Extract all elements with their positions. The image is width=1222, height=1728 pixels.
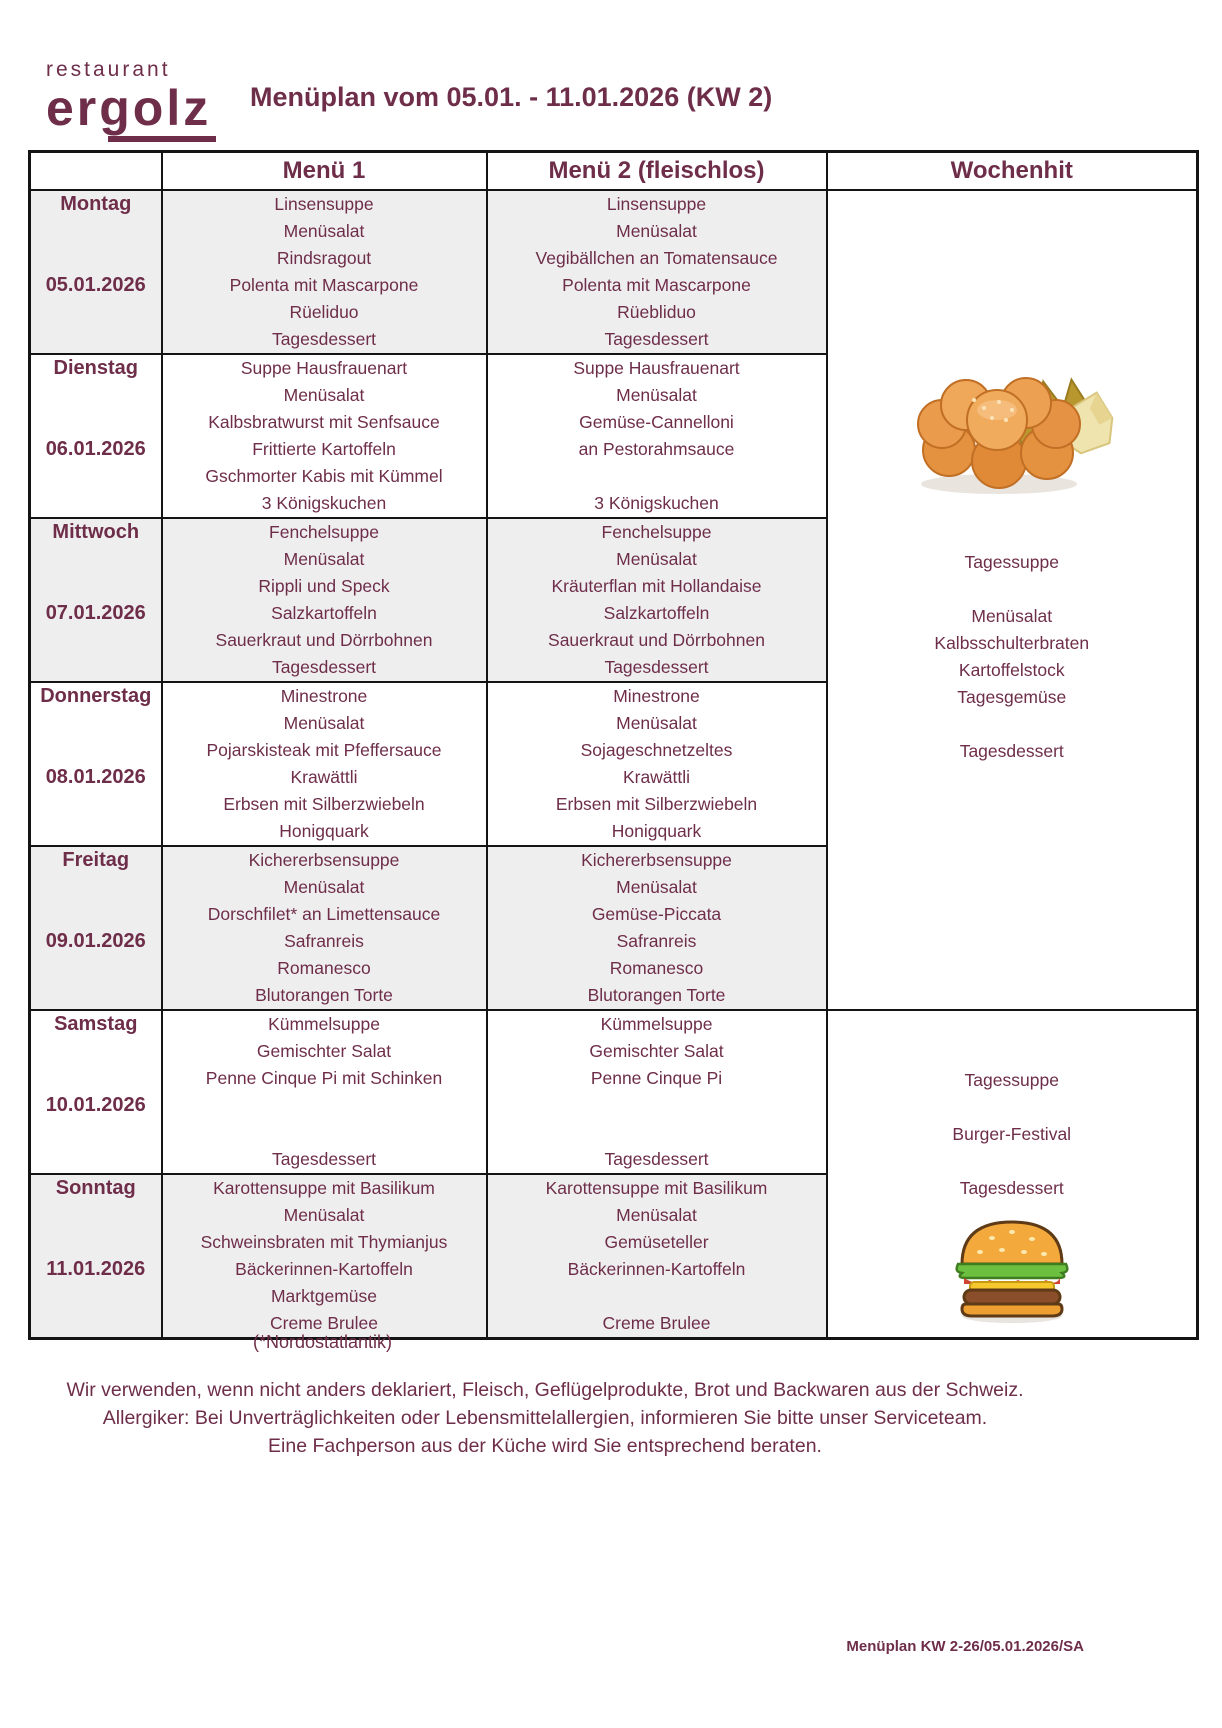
- day-name: Dienstag: [53, 357, 138, 379]
- menu-item: Menüsalat: [283, 713, 365, 733]
- menu-item: Suppe Hausfrauenart: [240, 358, 408, 378]
- menu-item: Marktgemüse: [270, 1286, 377, 1306]
- menu-item: Honigquark: [611, 821, 702, 841]
- menu-item: [488, 1092, 826, 1119]
- menu-item: Kichererbsensuppe: [581, 850, 732, 870]
- day-name: Freitag: [62, 849, 130, 871]
- menu-item: Vegibällchen an Tomatensauce: [535, 248, 778, 268]
- menu2-cell-montag: [487, 190, 827, 354]
- menu-item: Safranreis: [284, 931, 364, 951]
- menu-item: Salzkartoffeln: [603, 603, 710, 623]
- menu-item: Menüsalat: [283, 221, 365, 241]
- menu-item: Sauerkraut und Dörrbohnen: [548, 630, 765, 650]
- menu-item: 3 Königskuchen: [594, 493, 719, 513]
- menu-item: Linsensuppe: [606, 194, 707, 214]
- wochenhit-item: [828, 711, 1197, 738]
- menu-item: Suppe Hausfrauenart: [573, 358, 740, 378]
- wochenhit-item: Kalbsschulterbraten: [934, 633, 1090, 653]
- menu-item: [163, 1092, 486, 1119]
- day-date: 05.01.2026: [45, 274, 146, 296]
- menu-item: Menüsalat: [616, 221, 697, 241]
- menu-item: Rindsragout: [276, 248, 372, 268]
- table-header-row: [30, 152, 1198, 191]
- menu-item: Penne Cinque Pi: [590, 1068, 723, 1088]
- wochenhit-item: Kartoffelstock: [958, 660, 1065, 680]
- menu-item: Gschmorter Kabis mit Kümmel: [205, 466, 443, 486]
- menu2-cell-sonntag: [487, 1174, 827, 1339]
- day-column-header: [30, 152, 162, 191]
- menu-item: Kümmelsuppe: [268, 1014, 380, 1034]
- menu-item: Menüsalat: [283, 877, 365, 897]
- menu-item: Creme Brulee: [270, 1313, 378, 1333]
- day-row-samstag: [30, 1010, 1198, 1174]
- menu-item: Sojageschnetzeltes: [580, 740, 733, 760]
- spacer: [828, 501, 1197, 549]
- menu-item: Polenta mit Mascarpone: [562, 275, 751, 295]
- menu-item: Schweinsbraten mit Thymianjus: [200, 1232, 448, 1252]
- wochenhit-item: [828, 576, 1197, 603]
- day-name: Mittwoch: [52, 521, 140, 543]
- menu-item: Erbsen mit Silberzwiebeln: [223, 794, 425, 814]
- menu1-cell-donnerstag: [162, 682, 487, 846]
- menu-item: Tagesdessert: [604, 1149, 709, 1169]
- menu-item: Sauerkraut und Dörrbohnen: [215, 630, 433, 650]
- wochenhit-item: Burger-Festival: [952, 1124, 1072, 1144]
- menu-item: Kalbsbratwurst mit Senfsauce: [208, 412, 440, 432]
- menu-item: Romanesco: [277, 958, 371, 978]
- menu2-cell-samstag: [487, 1010, 827, 1174]
- menu-item: Frittierte Kartoffeln: [252, 439, 396, 459]
- three-kings-cake-image: [904, 358, 1119, 500]
- menu-item: Menüsalat: [283, 549, 365, 569]
- day-date: 09.01.2026: [45, 930, 146, 952]
- menu-item: Rippli und Speck: [258, 576, 390, 596]
- allergy-disclaimer: [30, 1376, 1060, 1460]
- menu-item: Honigquark: [279, 821, 369, 841]
- menu-item: Rüeliduo: [289, 302, 359, 322]
- day-date: 10.01.2026: [45, 1094, 146, 1116]
- wochenhit-item: [828, 1148, 1197, 1175]
- menu-item: Romanesco: [609, 958, 704, 978]
- menu-item: Gemischter Salat: [589, 1041, 724, 1061]
- menu2-cell-mittwoch: [487, 518, 827, 682]
- menu-item: 3 Königskuchen: [261, 493, 387, 513]
- menu-item: Safranreis: [616, 931, 697, 951]
- day-name: Samstag: [54, 1013, 138, 1035]
- menu2-cell-freitag: [487, 846, 827, 1010]
- menu-item: Tagesdessert: [271, 329, 377, 349]
- wochenhit-item: Menüsalat: [971, 606, 1053, 626]
- wochenhit-item: [828, 1094, 1197, 1121]
- menu-item: Linsensuppe: [274, 194, 374, 214]
- menu-item: [163, 1119, 486, 1146]
- menu-item: Tagesdessert: [604, 657, 709, 677]
- day-name: Donnerstag: [40, 685, 152, 707]
- day-row-montag: [30, 190, 1198, 354]
- day-cell-mittwoch: [30, 518, 162, 682]
- burger-image: [948, 1212, 1076, 1324]
- menu-table: [28, 150, 1199, 1340]
- menu-item: Erbsen mit Silberzwiebeln: [555, 794, 758, 814]
- day-date: 08.01.2026: [45, 766, 146, 788]
- menu1-cell-sonntag: [162, 1174, 487, 1339]
- menu-item: Tagesdessert: [604, 329, 709, 349]
- day-cell-freitag: [30, 846, 162, 1010]
- menu-item: Tagesdessert: [271, 657, 377, 677]
- menu-item: Creme Brulee: [602, 1313, 711, 1333]
- menu-item: Menüsalat: [283, 385, 365, 405]
- logo-ergolz-text: ergolz: [46, 80, 212, 136]
- menu-item: Blutorangen Torte: [587, 985, 726, 1005]
- menu-item: Salzkartoffeln: [271, 603, 377, 623]
- menu-item: Kichererbsensuppe: [248, 850, 400, 870]
- menu-item: Menüsalat: [283, 1205, 365, 1225]
- day-cell-donnerstag: [30, 682, 162, 846]
- wochenhit-item: Tagesdessert: [959, 1178, 1064, 1198]
- menu-item: Dorschfilet* an Limettensauce: [207, 904, 441, 924]
- day-date: 11.01.2026: [46, 1258, 146, 1280]
- day-cell-samstag: [30, 1010, 162, 1174]
- wochenhit-item: Tagessuppe: [964, 552, 1059, 572]
- menu1-cell-mittwoch: [162, 518, 487, 682]
- menu-item: Karottensuppe mit Basilikum: [213, 1178, 435, 1198]
- wochenhit-cell-week: [827, 190, 1198, 1010]
- menu1-cell-montag: [162, 190, 487, 354]
- fish-origin-footnote: (*Nordostatlantik): [252, 1332, 393, 1352]
- menu2-cell-donnerstag: [487, 682, 827, 846]
- menu-item: Bäckerinnen-Kartoffeln: [567, 1259, 746, 1279]
- page-title: Menüplan vom 05.01. - 11.01.2026 (KW 2): [250, 82, 773, 112]
- menu-item: Menüsalat: [616, 1205, 697, 1225]
- day-date: 06.01.2026: [45, 438, 146, 460]
- menu-item: [488, 463, 826, 490]
- menu-item: Gemüse-Piccata: [591, 904, 722, 924]
- menu-item: Menüsalat: [616, 385, 697, 405]
- burger-image: [828, 1212, 1197, 1324]
- menu-item: Gemüse-Cannelloni: [579, 412, 734, 432]
- wochenhit-item: Tagessuppe: [964, 1070, 1059, 1090]
- disclaimer-line: Allergiker: Bei Unverträglichkeiten oder Lebensmittelallergien, informieren Sie bitte unser Serviceteam.: [102, 1407, 988, 1429]
- spacer: [828, 191, 1197, 356]
- menu-item: Menüsalat: [616, 713, 697, 733]
- menu1-column-header: Menü 1: [162, 152, 487, 191]
- menu2-column-header: Menü 2 (fleischlos): [487, 152, 827, 191]
- menu1-cell-samstag: [162, 1010, 487, 1174]
- restaurant-logo: [46, 58, 216, 142]
- three-kings-cake-image: [828, 356, 1197, 501]
- menu-item: Fenchelsuppe: [269, 522, 379, 542]
- menu-item: Pojarskisteak mit Pfeffersauce: [206, 740, 442, 760]
- disclaimer-line: Eine Fachperson aus der Küche wird Sie entsprechend beraten.: [268, 1435, 822, 1457]
- menu-item: Rüebliduo: [617, 302, 696, 322]
- menu-item: [488, 1283, 826, 1310]
- day-date: 07.01.2026: [45, 602, 146, 624]
- menu-item: Bäckerinnen-Kartoffeln: [235, 1259, 413, 1279]
- day-cell-dienstag: [30, 354, 162, 518]
- menu-item: Fenchelsuppe: [601, 522, 712, 542]
- day-name: Montag: [60, 193, 132, 215]
- day-cell-sonntag: [30, 1174, 162, 1339]
- menu-item: Minestrone: [280, 686, 368, 706]
- menu-item: Menüsalat: [616, 549, 697, 569]
- wochenhit-item: Tagesdessert: [959, 741, 1064, 761]
- spacer: [828, 1011, 1197, 1067]
- disclaimer-line: Wir verwenden, wenn nicht anders deklariert, Fleisch, Geflügelprodukte, Brot und Backwaren aus der Schweiz.: [66, 1379, 1024, 1401]
- wochenhit-cell-weekend: [827, 1010, 1198, 1339]
- document-reference: Menüplan KW 2-26/05.01.2026/SA: [846, 1638, 1084, 1655]
- logo-underline: [108, 136, 216, 142]
- menu-item: Karottensuppe mit Basilikum: [545, 1178, 768, 1198]
- wochenhit-column-header: Wochenhit: [827, 152, 1198, 191]
- menu-item: Blutorangen Torte: [255, 985, 393, 1005]
- menu-item: [488, 1119, 826, 1146]
- menu-item: Kräuterflan mit Hollandaise: [551, 576, 762, 596]
- menu-item: Kümmelsuppe: [600, 1014, 713, 1034]
- wochenhit-item: Tagesgemüse: [957, 687, 1067, 707]
- menu-item: Gemüseteller: [604, 1232, 709, 1252]
- menu-item: Menüsalat: [616, 877, 697, 897]
- menu-item: Gemischter Salat: [256, 1041, 392, 1061]
- menu1-cell-freitag: [162, 846, 487, 1010]
- menu-item: Minestrone: [613, 686, 700, 706]
- menu2-cell-dienstag: [487, 354, 827, 518]
- menu-item: Penne Cinque Pi mit Schinken: [205, 1068, 443, 1088]
- day-cell-montag: [30, 190, 162, 354]
- day-name: Sonntag: [55, 1177, 136, 1199]
- menu-item: Polenta mit Mascarpone: [229, 275, 419, 295]
- menu-item: an Pestorahmsauce: [578, 439, 735, 459]
- menu-item: Krawättli: [290, 767, 358, 787]
- logo-restaurant-text: restaurant: [46, 58, 171, 81]
- menu-item: Krawättli: [622, 767, 691, 787]
- menu-item: Tagesdessert: [271, 1149, 377, 1169]
- menu1-cell-dienstag: [162, 354, 487, 518]
